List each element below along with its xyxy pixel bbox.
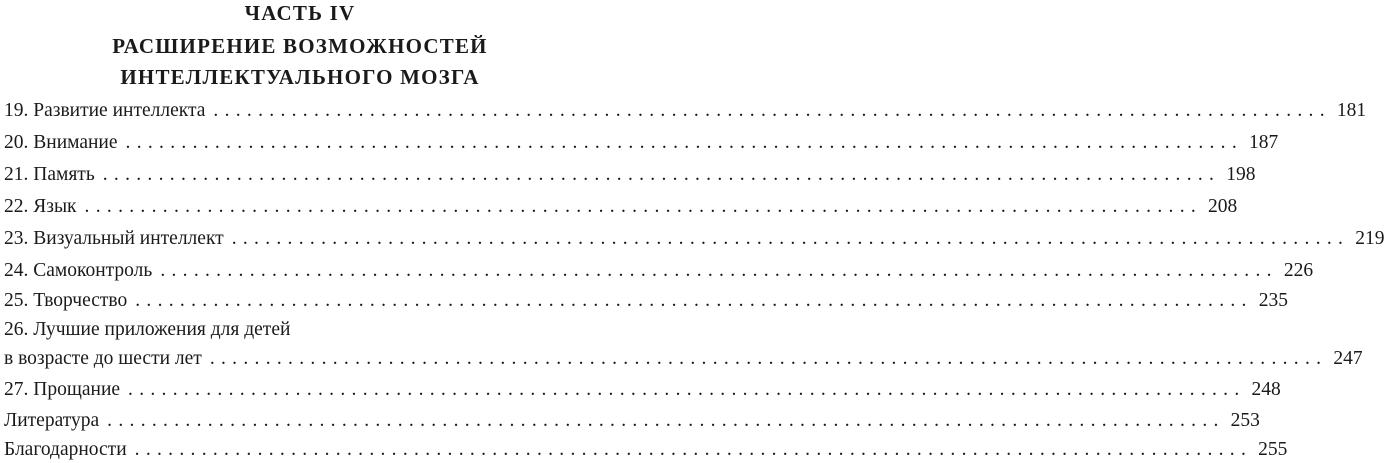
toc-entry-page: 187: [1249, 132, 1279, 153]
toc-entry-page: 253: [1230, 410, 1260, 431]
toc-entry-19: [4, 98, 1367, 124]
toc-entry-26-line-1: [4, 317, 597, 343]
toc-entry-page: 208: [1208, 196, 1238, 217]
toc-entry-title: 27. Прощание: [4, 379, 121, 400]
toc-entry-22: [4, 194, 1238, 220]
toc-entry-20: [4, 130, 1279, 156]
toc-entry-title: 26. Лучшие приложения для детей: [4, 319, 291, 340]
toc-entry-23: [4, 226, 1384, 252]
toc-entry-page: 247: [1333, 348, 1363, 369]
toc-entry-page: 248: [1251, 379, 1281, 400]
dot-leader: ....................................................................................................: [231, 228, 1350, 249]
toc-entry-21: [4, 162, 1256, 188]
part-title-line-1: РАСШИРЕНИЕ ВОЗМОЖНОСТЕЙ: [112, 34, 488, 58]
toc-entry-title: 20. Внимание: [4, 132, 118, 153]
dot-leader: ....................................................................................................: [102, 164, 1221, 185]
part-title-line-2: ИНТЕЛЛЕКТУАЛЬНОГО МОЗГА: [120, 65, 480, 89]
toc-entry-page: 226: [1283, 260, 1314, 281]
toc-entry-page: 235: [1258, 290, 1288, 311]
toc-entry-24: [4, 258, 1314, 284]
dot-leader: ....................................................................................................: [128, 379, 1246, 400]
toc-entry-acknowledgements: [4, 437, 1288, 463]
part-number: ЧАСТЬ IV: [244, 1, 356, 25]
toc-entry-title-continued: в возрасте до шести лет: [4, 348, 202, 369]
toc-entry-title: 25. Творчество: [4, 290, 128, 311]
toc-entry-title: 21. Память: [4, 164, 95, 185]
toc-entry-25: [4, 288, 1288, 314]
dot-leader: ....................................................................................................: [84, 196, 1203, 217]
toc-entry-page: 198: [1226, 164, 1256, 185]
toc-entry-title: Благодарности: [4, 439, 127, 460]
toc-entry-title: 19. Развитие интеллекта: [4, 100, 206, 121]
dot-leader: ....................................................................................................: [160, 260, 1278, 281]
dot-leader: ....................................................................................................: [134, 439, 1253, 460]
dot-leader: ....................................................................................................: [107, 410, 1225, 431]
toc-entry-page: 219: [1355, 228, 1384, 249]
toc-entry-page: 181: [1336, 100, 1367, 121]
toc-entry-title: Литература: [4, 410, 100, 431]
toc-entry-title: 23. Визуальный интеллект: [4, 228, 224, 249]
toc-entry-27: [4, 377, 1281, 403]
toc-entry-title: 24. Самоконтроль: [4, 260, 153, 281]
dot-leader: ....................................................................................................: [125, 132, 1244, 153]
toc-entry-title: 22. Язык: [4, 196, 77, 217]
toc-entry-literature: [4, 408, 1260, 434]
toc-entry-page: 255: [1258, 439, 1288, 460]
dot-leader: ....................................................................................................: [135, 290, 1253, 311]
dot-leader: ....................................................................................................: [209, 348, 1328, 369]
dot-leader: ....................................................................................................: [213, 100, 1331, 121]
toc-entry-26: [4, 346, 1363, 372]
